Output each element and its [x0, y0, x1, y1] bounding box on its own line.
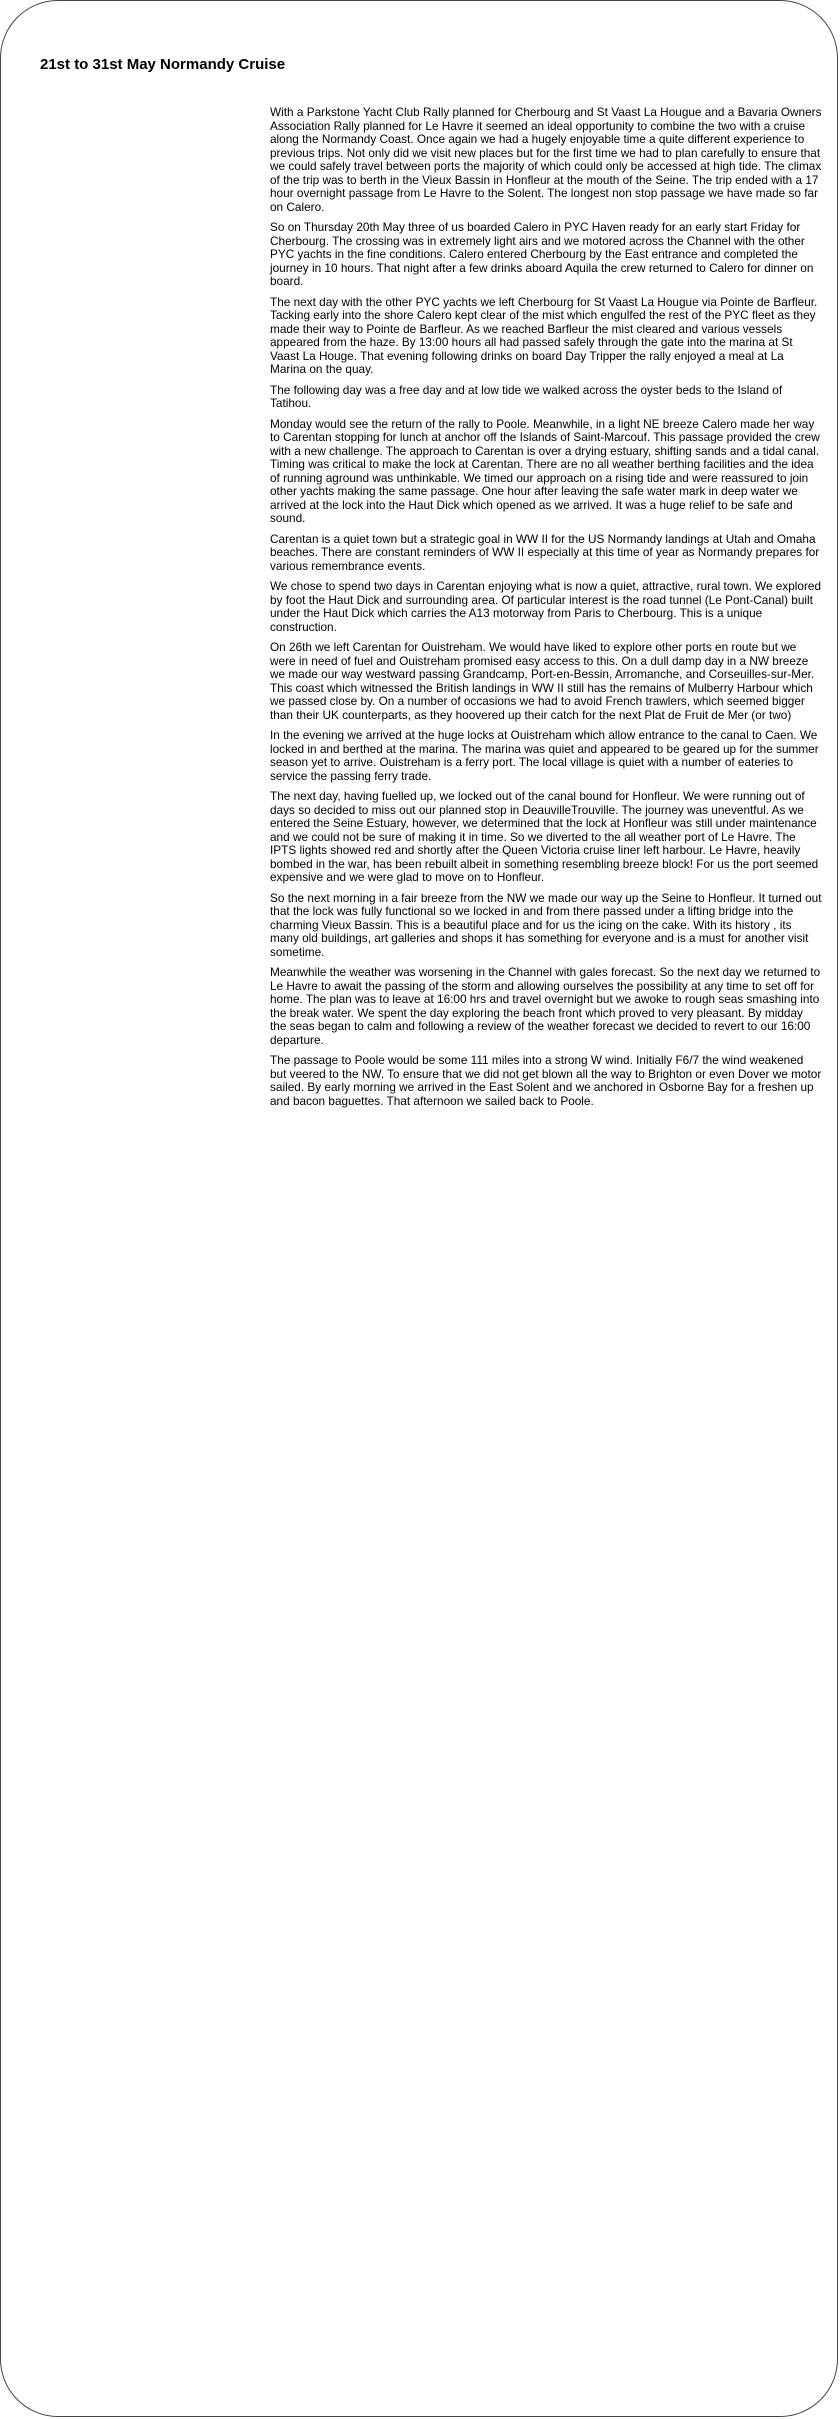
- paragraph: Meanwhile the weather was worsening in the Channel with gales forecast. So the next day we returned to Le Havre to await the passing of the storm and allowing ourselves the possibility at any time to set off for home. The plan was to leave at 16:00 hrs and travel overnight but we awoke to rough seas smashing into the break water. We spent the day exploring the beach front which proved to very pleasant. By midday the seas began to calm and following a review of the weather forecast we decided to revert to our 16:00 departure.: [270, 965, 821, 1047]
- paragraph: The next day, having fuelled up, we locked out of the canal bound for Honfleur. We were running out of days so decided to miss out our planned stop in DeauvilleTrouville. The journey was uneventful. As we entered the Seine Estuary, however, we determined that the lock at Honfleur was still under maintenance and we could not be sure of making it in time. So we diverted to the all weather port of Le Havre. The IPTS lights showed red and shortly after the Queen Victoria cruise liner left harbour. Le Havre, heavily bombed in the war, has been rebuilt albeit in something resembling breeze block! For us the port seemed expensive and we were glad to move on to Honfleur.: [270, 789, 819, 884]
- paragraph: The passage to Poole would be some 111 miles into a strong W wind. Initially F6/7 the wind weakened but veered to the NW. To ensure that we did not get blown all the way to Brighton or even Dover we motor sailed. By early morning we arrived in the East Solent and we anchored in Osborne Bay for a freshen up and bacon baguettes. That afternoon we sailed back to Poole.: [270, 1053, 822, 1108]
- paragraph: We chose to spend two days in Carentan enjoying what is now a quiet, attractive, rural town. We explored by foot the Haut Dick and surrounding area. Of particular interest is the road tunnel (Le Pont-Canal) built under the Haut Dick which carries the A13 motorway from Paris to Cherbourg. This is a unique construction.: [270, 579, 822, 634]
- paragraph: In the evening we arrived at the huge locks at Ouistreham which allow entrance to the canal to Caen. We locked in and berthed at the marina. The marina was quiet and appeared to be geared up for the summer season yet to arrive. Ouistreham is a ferry port. The local village is quiet with a number of eateries to service the passing ferry trade.: [270, 728, 819, 783]
- paragraph: The next day with the other PYC yachts we left Cherbourg for St Vaast La Hougue via Pointe de Barfleur. Tacking early into the shore Calero kept clear of the mist which engulfed the rest of the PYC fleet as they made their way to Pointe de Barfleur. As we reached Barfleur the mist cleared and various vessels appeared from the haze. By 13:00 hours all had passed safely through the gate into the marina at St Vaast La Houge. That evening following drinks on board Day Tripper the rally enjoyed a meal at La Marina on the quay.: [270, 294, 818, 376]
- paragraph: With a Parkstone Yacht Club Rally planned for Cherbourg and St Vaast La Hougue and a Bavaria Owners Association Rally planned for Le Havre it seemed an ideal opportunity to combine the two with a cruise along the Normandy Coast. Once again we had a hugely enjoyable time a quite different experience to previous trips. Not only did we visit new places but for the first time we had to plan carefully to ensure that we could safely travel between ports the majority of which could only be accessed at high tide. The climax of the trip was to berth in the Vieux Bassin in Honfleur at the mouth of the Seine. The trip ended with a 17 hour overnight passage from Le Havre to the Solent. The longest non stop passage we have made so far on Calero.: [270, 105, 822, 214]
- paragraph: On 26th we left Carentan for Ouistreham. We would have liked to explore other ports en route but we were in need of fuel and Ouistreham promised easy access to this. On a dull damp day in a NW breeze we made our way westward passing Grandcamp, Port-en-Bessin, Arromanche, and Corseuilles-sur-Mer. This coast which witnessed the British landings in WW II still has the remains of Mulberry Harbour which we passed close by. On a number of occasions we had to avoid French trawlers, which seemed bigger than their UK counterparts, as they hoovered up their catch for the next Plat de Fruit de Mer (or two): [270, 640, 815, 722]
- paragraph: So on Thursday 20th May three of us boarded Calero in PYC Haven ready for an early start Friday for Cherbourg. The crossing was in extremely light airs and we motored across the Channel with the other PYC yachts in the fine conditions. Calero entered Cherbourg by the East entrance and completed the journey in 10 hours. That night after a few drinks aboard Aquila the crew returned to Calero for dinner on board.: [270, 220, 814, 288]
- paragraph: Monday would see the return of the rally to Poole. Meanwhile, in a light NE breeze Calero made her way to Carentan stopping for lunch at anchor off the Islands of Saint-Marcouf. This passage provided the crew with a new challenge. The approach to Carentan is over a drying estuary, shifting sands and a tidal canal. Timing was critical to make the lock at Carentan. There are no all weather berthing facilities and the idea of running aground was unthinkable. We timed our approach on a rising tide and were reassured to join other yachts making the same passage. One hour after leaving the safe water mark in deep water we arrived at the lock into the Haut Dick which opened as we arrived. It was a huge relief to be safe and sound.: [270, 416, 820, 525]
- paragraph: The following day was a free day and at low tide we walked across the oyster beds to the Island of Tatihou.: [270, 382, 783, 410]
- article-body: [270, 106, 822, 1115]
- page-title: 21st to 31st May Normandy Cruise: [40, 56, 286, 73]
- paragraph: So the next morning in a fair breeze from the NW we made our way up the Seine to Honfleur. It turned out that the lock was fully functional so we locked in and from there passed under a lifting bridge into the charming Vieux Bassin. This is a beautiful place and for us the icing on the cake. With its history , its many old buildings, art galleries and shops it has something for everyone and is a must for another visit sometime.: [270, 890, 822, 959]
- paragraph: Carentan is a quiet town but a strategic goal in WW II for the US Normandy landings at Utah and Omaha beaches. There are constant reminders of WW II especially at this time of year as Normandy prepares for various remembrance events.: [270, 531, 820, 573]
